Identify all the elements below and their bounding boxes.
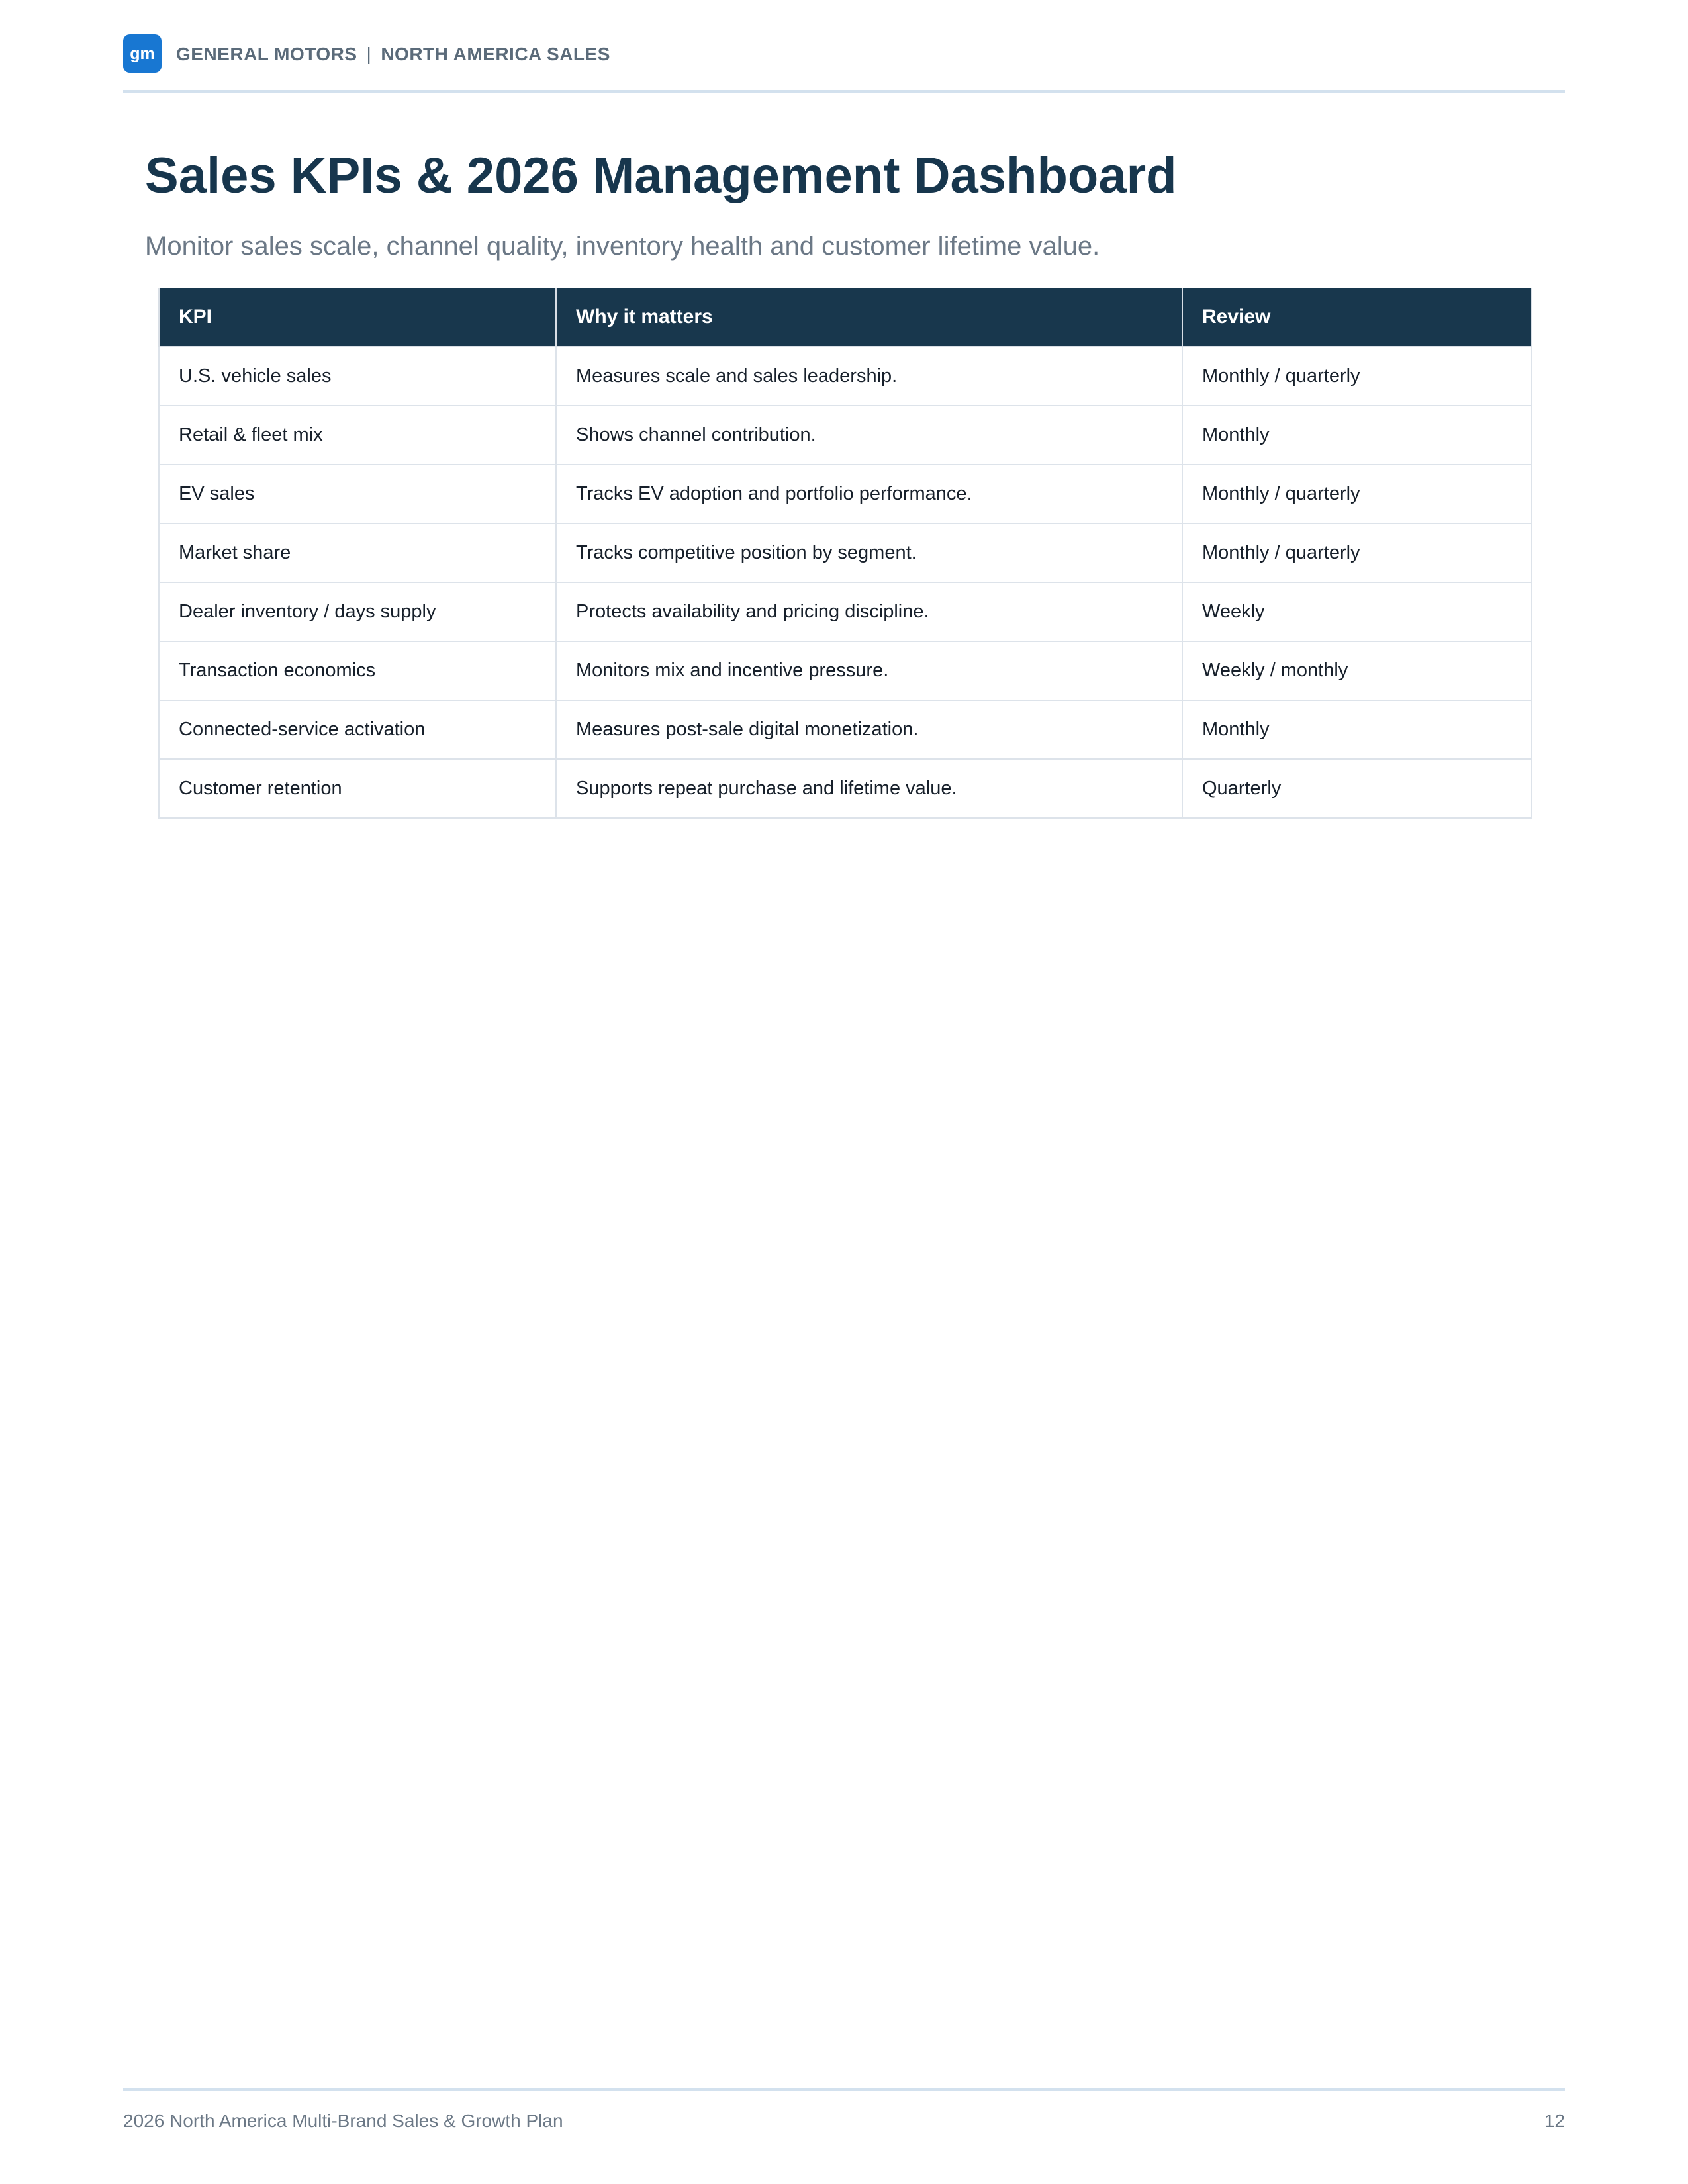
header-separator: | xyxy=(366,44,372,64)
why-cell: Supports repeat purchase and lifetime value. xyxy=(556,759,1182,818)
why-cell: Shows channel contribution. xyxy=(556,406,1182,465)
table-row xyxy=(159,759,1532,818)
kpi-cell: EV sales xyxy=(159,465,556,523)
page-header xyxy=(123,34,1565,93)
why-cell: Measures post-sale digital monetization. xyxy=(556,700,1182,759)
review-cell: Monthly xyxy=(1182,700,1532,759)
why-cell: Tracks EV adoption and portfolio performance. xyxy=(556,465,1182,523)
kpi-cell: U.S. vehicle sales xyxy=(159,347,556,406)
table-row xyxy=(159,465,1532,523)
table-row xyxy=(159,523,1532,582)
kpi-cell: Customer retention xyxy=(159,759,556,818)
review-cell: Monthly / quarterly xyxy=(1182,347,1532,406)
kpi-cell: Transaction economics xyxy=(159,641,556,700)
page-subtitle: Monitor sales scale, channel quality, inventory health and customer lifetime value. xyxy=(145,232,1100,261)
review-cell: Monthly xyxy=(1182,406,1532,465)
kpi-cell: Connected-service activation xyxy=(159,700,556,759)
column-header-review: Review xyxy=(1182,288,1532,347)
header-label xyxy=(176,44,610,65)
why-cell: Measures scale and sales leadership. xyxy=(556,347,1182,406)
kpi-cell: Market share xyxy=(159,523,556,582)
why-cell: Monitors mix and incentive pressure. xyxy=(556,641,1182,700)
table-row xyxy=(159,406,1532,465)
review-cell: Monthly / quarterly xyxy=(1182,523,1532,582)
review-cell: Quarterly xyxy=(1182,759,1532,818)
review-cell: Weekly / monthly xyxy=(1182,641,1532,700)
review-cell: Weekly xyxy=(1182,582,1532,641)
why-cell: Tracks competitive position by segment. xyxy=(556,523,1182,582)
header-company: GENERAL MOTORS xyxy=(176,44,357,64)
review-cell: Monthly / quarterly xyxy=(1182,465,1532,523)
kpi-cell: Retail & fleet mix xyxy=(159,406,556,465)
gm-logo: gm xyxy=(123,34,162,73)
table-row xyxy=(159,700,1532,759)
table-row xyxy=(159,347,1532,406)
column-header-why: Why it matters xyxy=(556,288,1182,347)
table-header-row xyxy=(159,288,1532,347)
kpi-cell: Dealer inventory / days supply xyxy=(159,582,556,641)
header-division: NORTH AMERICA SALES xyxy=(381,44,610,64)
column-header-kpi: KPI xyxy=(159,288,556,347)
table-row xyxy=(159,641,1532,700)
footer-document-title: 2026 North America Multi-Brand Sales & Growth Plan xyxy=(123,2111,563,2131)
table-row xyxy=(159,582,1532,641)
why-cell: Protects availability and pricing discipline. xyxy=(556,582,1182,641)
page-number: 12 xyxy=(1544,2111,1565,2131)
kpi-table xyxy=(158,288,1532,819)
page-title: Sales KPIs & 2026 Management Dashboard xyxy=(145,148,1177,204)
page-footer xyxy=(123,2088,1565,2130)
